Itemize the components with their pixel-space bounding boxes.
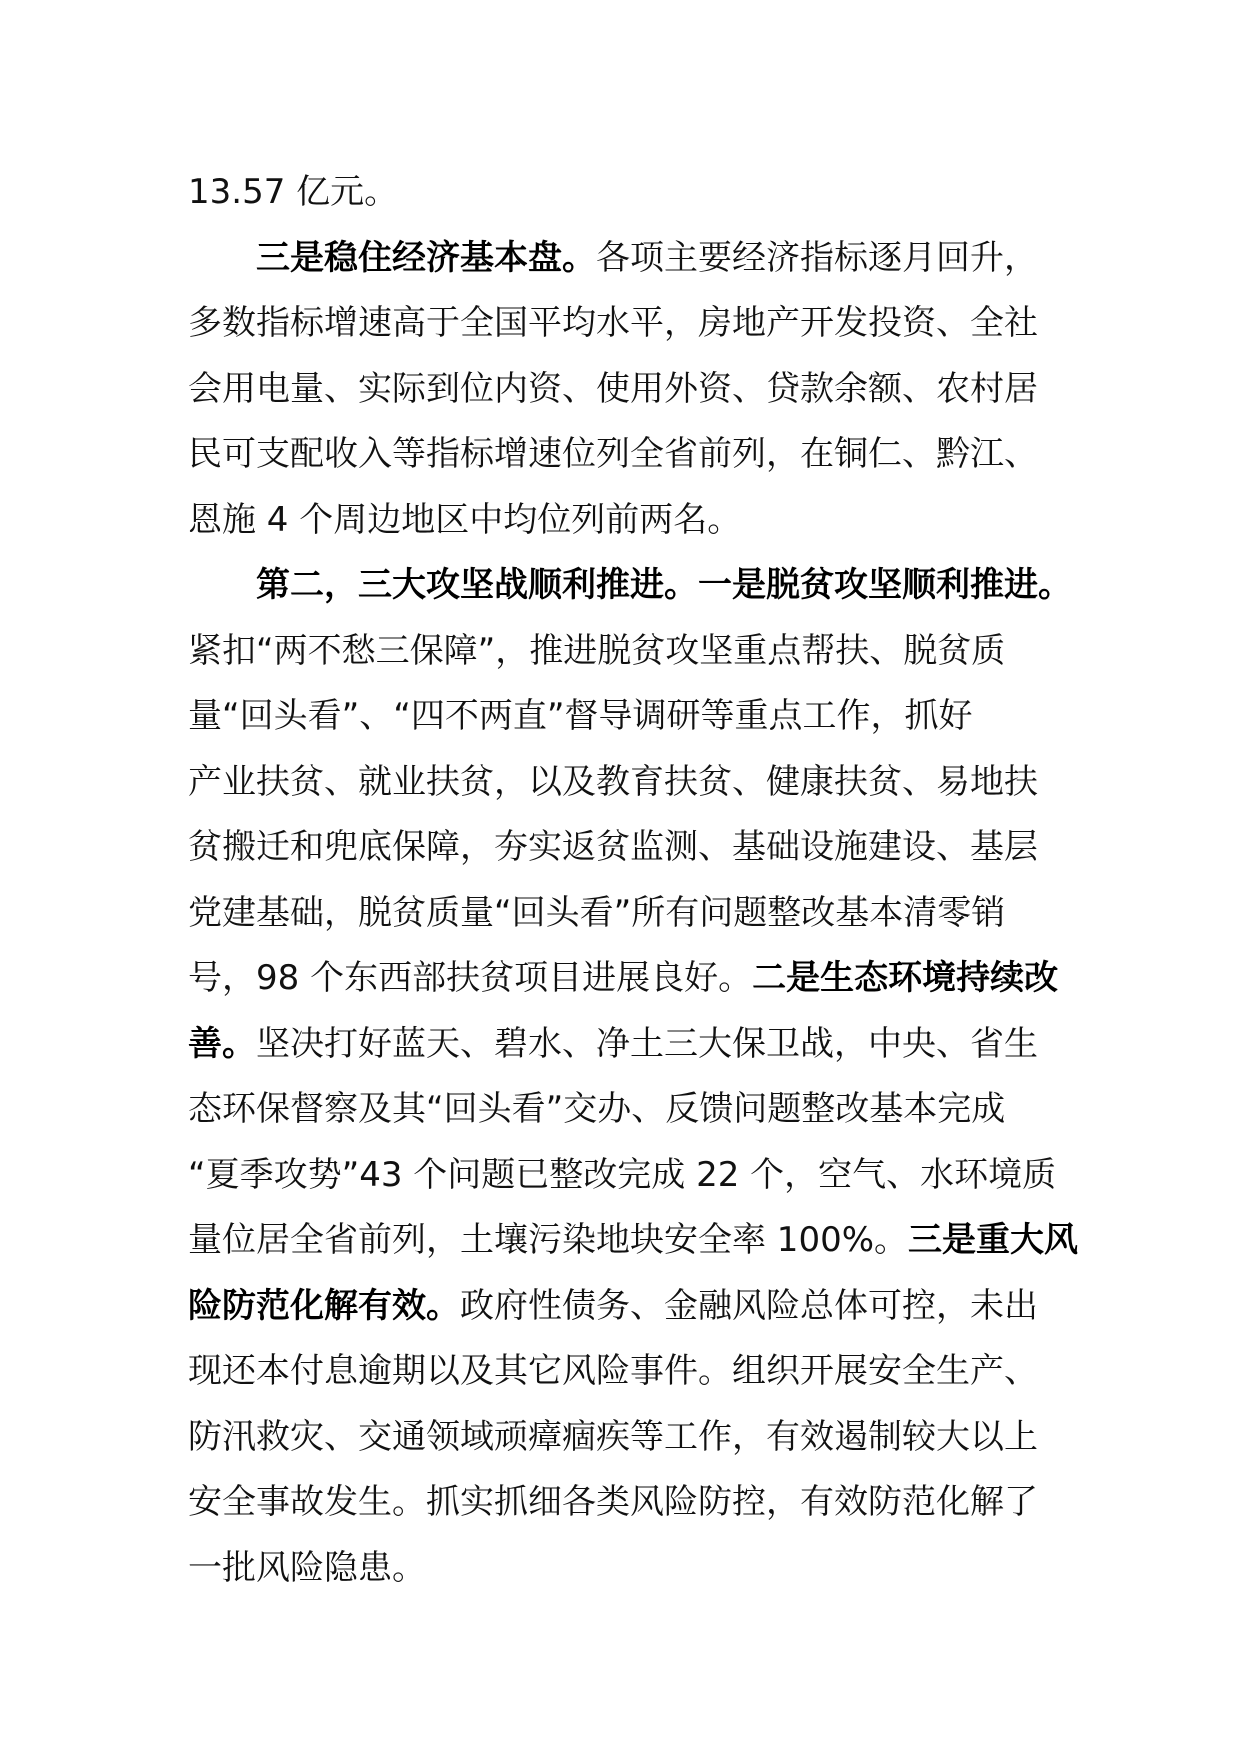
text-run: 量位居全省前列，土壤污染地块安全率 100%。: [188, 1220, 909, 1260]
bold-text-run: 二是生态环境持续改: [752, 958, 1059, 998]
text-line: [188, 881, 1056, 947]
text-run: 各项主要经济指标逐月回升，: [596, 237, 1038, 278]
text-run: 安全事故发生。抓实抓细各类风险防控，有效防范化解了: [188, 1482, 1038, 1522]
text-run: 现还本付息逾期以及其它风险事件。组织开展安全生产、: [188, 1351, 1038, 1391]
text-line: [188, 357, 1056, 423]
bold-text-run: 三是稳住经济基本盘。: [256, 237, 596, 278]
text-line: [188, 1208, 1079, 1274]
text-line: [188, 1536, 1056, 1602]
text-run: 多数指标增速高于全国平均水平，房地产开发投资、全社: [188, 303, 1038, 343]
bold-text-run: 三是重大风: [908, 1220, 1079, 1260]
text-run: 量“回头看”、“四不两直”督导调研等重点工作，抓好: [188, 696, 973, 736]
paragraph-p2: [188, 553, 1079, 1601]
document-body: [188, 160, 1079, 1601]
text-line: [188, 1339, 1056, 1405]
text-line: [188, 1143, 1056, 1209]
text-run: 态环保督察及其“回头看”交办、反馈问题整改基本完成: [188, 1089, 1006, 1129]
bold-text-run: 险防范化解有效。: [188, 1285, 460, 1326]
text-run: 会用电量、实际到位内资、使用外资、贷款余额、农村居: [188, 368, 1038, 409]
text-run: 13.57 亿元。: [188, 172, 399, 212]
paragraph-p0: [188, 160, 1056, 226]
text-line: [188, 1012, 1056, 1078]
text-line: [188, 750, 1056, 816]
text-line: [188, 1077, 1056, 1143]
text-line: [188, 1470, 1056, 1536]
text-run: 防汛救灾、交通领域顽瘴痼疾等工作，有效遏制较大以上: [188, 1416, 1038, 1457]
text-run: 政府性债务、金融风险总体可控，未出: [460, 1285, 1038, 1326]
text-line: [188, 684, 1056, 750]
text-run: 党建基础，脱贫质量“回头看”所有问题整改基本清零销: [188, 892, 1006, 933]
text-line: [188, 1405, 1056, 1471]
text-line: [188, 422, 1056, 488]
text-line: [188, 619, 1056, 685]
text-line: [188, 1274, 1056, 1340]
text-line: [188, 160, 1056, 226]
paragraph-p1: [188, 226, 1056, 554]
text-line: [188, 946, 1059, 1012]
text-run: 产业扶贫、就业扶贫，以及教育扶贫、健康扶贫、易地扶: [188, 761, 1038, 802]
text-run: 号，98 个东西部扶贫项目进展良好。: [188, 958, 753, 998]
text-run: 贫搬迁和兜底保障，夯实返贫监测、基础设施建设、基层: [188, 827, 1038, 867]
text-run: “夏季攻势”43 个问题已整改完成 22 个，空气、水环境质: [188, 1154, 1057, 1195]
text-line: [188, 226, 1056, 292]
text-run: 紧扣“两不愁三保障”，推进脱贫攻坚重点帮扶、脱贫质: [188, 630, 1006, 671]
text-run: 一批风险隐患。: [188, 1547, 426, 1588]
text-run: 坚决打好蓝天、碧水、净土三大保卫战，中央、省生: [256, 1023, 1038, 1064]
text-line: [188, 291, 1056, 357]
text-run: 恩施 4 个周边地区中均位列前两名。: [188, 499, 742, 540]
bold-text-run: 第二，三大攻坚战顺利推进。一是脱贫攻坚顺利推进。: [256, 565, 1072, 605]
text-line: [188, 553, 1072, 619]
bold-text-run: 善。: [188, 1023, 256, 1064]
text-line: [188, 488, 1056, 554]
text-run: 民可支配收入等指标增速位列全省前列，在铜仁、黔江、: [188, 434, 1038, 474]
text-line: [188, 815, 1056, 881]
